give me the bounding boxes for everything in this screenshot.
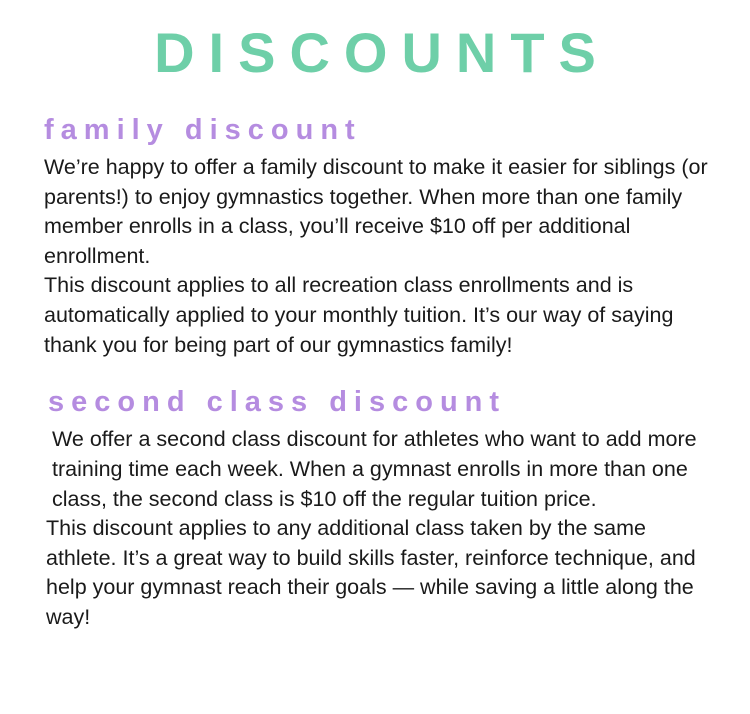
section-heading-family-discount: family discount bbox=[44, 113, 362, 146]
section-heading-second-class-discount: second class discount bbox=[48, 386, 507, 419]
page-title: DISCOUNTS bbox=[154, 21, 610, 84]
family-discount-paragraph-1: We’re happy to offer a family discount to make it easier for siblings (or parents!) to enjoy gymnastics together. When more than one family member enrolls in a class, you’ll receive $10 off per additional enrollment. bbox=[44, 154, 708, 268]
family-discount-paragraph-2: This discount applies to all recreation class enrollments and is automatically applied to your monthly tuition. It’s our way of saying thank you for being part of our gymnastics family! bbox=[44, 273, 674, 357]
section-second-class-discount bbox=[0, 386, 750, 633]
section-family-discount bbox=[0, 114, 750, 361]
second-class-discount-paragraph-2: This discount applies to any additional class taken by the same athlete. It’s a great way to build skills faster, reinforce technique, and help your gymnast reach their goals — while saving a little along the way! bbox=[46, 516, 696, 629]
second-class-discount-paragraph-1: We offer a second class discount for athletes who want to add more training time each week. When a gymnast enrolls in more than one class, the second class is $10 off the regular tuition price. bbox=[52, 427, 697, 511]
discounts-page bbox=[0, 22, 750, 714]
